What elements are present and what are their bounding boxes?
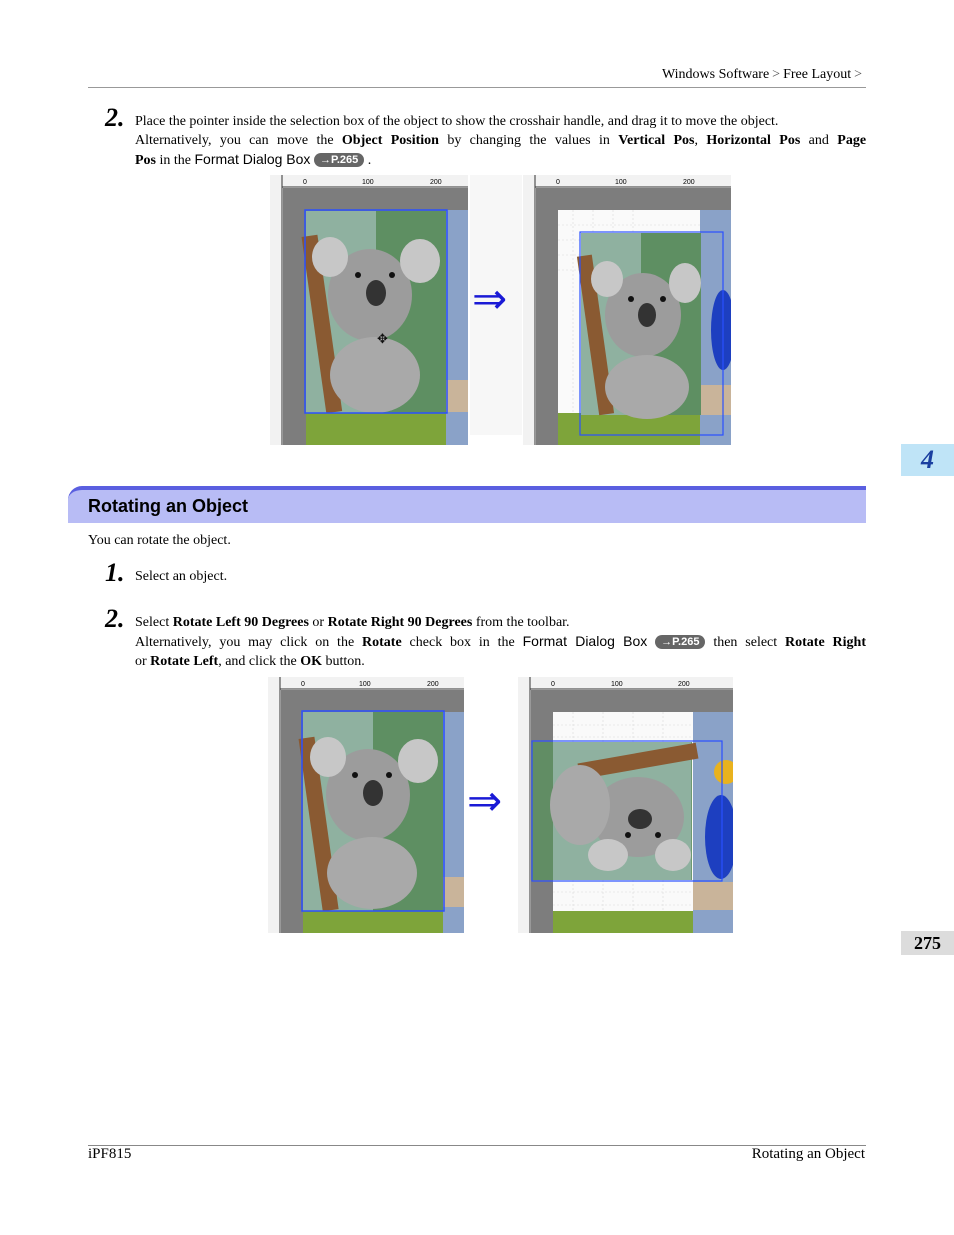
arrow-right-icon: ⇒ <box>467 776 503 825</box>
screenshot-after-move <box>523 175 731 445</box>
screenshot-after-move-svg <box>523 175 731 445</box>
term-rotate-left-option: Rotate Left <box>150 654 219 669</box>
term-rotate: Rotate <box>362 635 402 650</box>
step-rotate-line3: or Rotate Left, and click the OK button. <box>135 654 365 669</box>
page-reference-badge[interactable]: →P.265 <box>314 153 364 167</box>
step-move-line1: Place the pointer inside the selection box of the object to show the crosshair handle, and drag it to move the object. <box>135 114 779 129</box>
term-object-position: Object Position <box>341 133 439 148</box>
breadcrumb-separator: > <box>772 67 781 82</box>
format-dialog-box-link[interactable]: Format Dialog Box <box>522 633 648 649</box>
screenshot-after-rotate <box>518 677 733 933</box>
ruler-tick-label: 100 <box>615 179 627 186</box>
step-number: 2. <box>105 604 125 633</box>
breadcrumb-free-layout[interactable]: Free Layout <box>783 67 852 82</box>
step-number: 2. <box>105 103 125 132</box>
ruler-tick-label: 100 <box>611 681 623 688</box>
step-move-line2: Alternatively, you can move the Object Position by changing the values in Vertical Pos, Horizontal Pos and Page <box>135 133 867 148</box>
step-number: 1. <box>105 558 125 587</box>
arrow-right-icon: ⇒ <box>472 274 508 323</box>
breadcrumb-separator: > <box>854 67 862 82</box>
ruler-tick-label: 100 <box>359 681 371 688</box>
term-horizontal-pos: Horizontal Pos <box>706 133 801 148</box>
step-select-text: Select an object. <box>135 569 228 584</box>
step-move-text <box>135 112 866 170</box>
ruler-tick-label: 200 <box>427 681 439 688</box>
screenshot-before-move-svg <box>270 175 468 445</box>
footer-section: Rotating an Object <box>751 1146 865 1162</box>
ruler-tick-label: 100 <box>362 179 374 186</box>
header-rule <box>88 87 866 88</box>
term-rotate-right: Rotate Right 90 Degrees <box>327 615 473 630</box>
screenshot-before-rotate <box>268 677 464 933</box>
ruler-tick-label: 200 <box>678 681 690 688</box>
ruler-tick-label: 200 <box>683 179 695 186</box>
breadcrumb <box>662 67 865 83</box>
term-vertical-pos: Vertical Pos <box>618 133 695 148</box>
ruler-tick-label: 0 <box>556 179 560 186</box>
step-rotate-line2: Alternatively, you may click on the Rotate check box in the Format Dialog Box →P.265 then select Rotate Right <box>135 633 866 650</box>
ruler-tick-label: 0 <box>303 179 307 186</box>
svg-text:✥: ✥ <box>377 332 388 347</box>
step-rotate-text <box>135 613 866 671</box>
screenshot-before-move <box>270 175 468 445</box>
footer-rule <box>88 1145 866 1146</box>
ruler-tick-label: 0 <box>301 681 305 688</box>
breadcrumb-windows-software[interactable]: Windows Software <box>662 67 770 82</box>
footer-model: iPF815 <box>88 1146 132 1162</box>
term-page: Page <box>837 133 867 148</box>
screenshot-before-rotate-svg <box>268 677 464 933</box>
format-dialog-box-link[interactable]: Format Dialog Box <box>194 151 311 167</box>
ruler-tick-label: 200 <box>430 179 442 186</box>
term-pos: Pos <box>135 153 156 168</box>
section-title: Rotating an Object <box>88 496 249 516</box>
page-number: 275 <box>901 931 954 955</box>
ruler-tick-label: 0 <box>551 681 555 688</box>
term-rotate-right-option: Rotate Right <box>785 635 866 650</box>
screenshot-after-rotate-svg <box>518 677 733 933</box>
section-intro: You can rotate the object. <box>88 533 231 548</box>
step-move-line3: Pos in the Format Dialog Box →P.265 . <box>135 151 372 168</box>
page-reference-badge[interactable]: →P.265 <box>655 635 705 649</box>
term-rotate-left: Rotate Left 90 Degrees <box>172 615 309 630</box>
term-ok: OK <box>300 654 323 669</box>
step-rotate-line1: Select Rotate Left 90 Degrees or Rotate Right 90 Degrees from the toolbar. <box>135 615 570 630</box>
chapter-tab[interactable]: 4 <box>901 444 954 476</box>
